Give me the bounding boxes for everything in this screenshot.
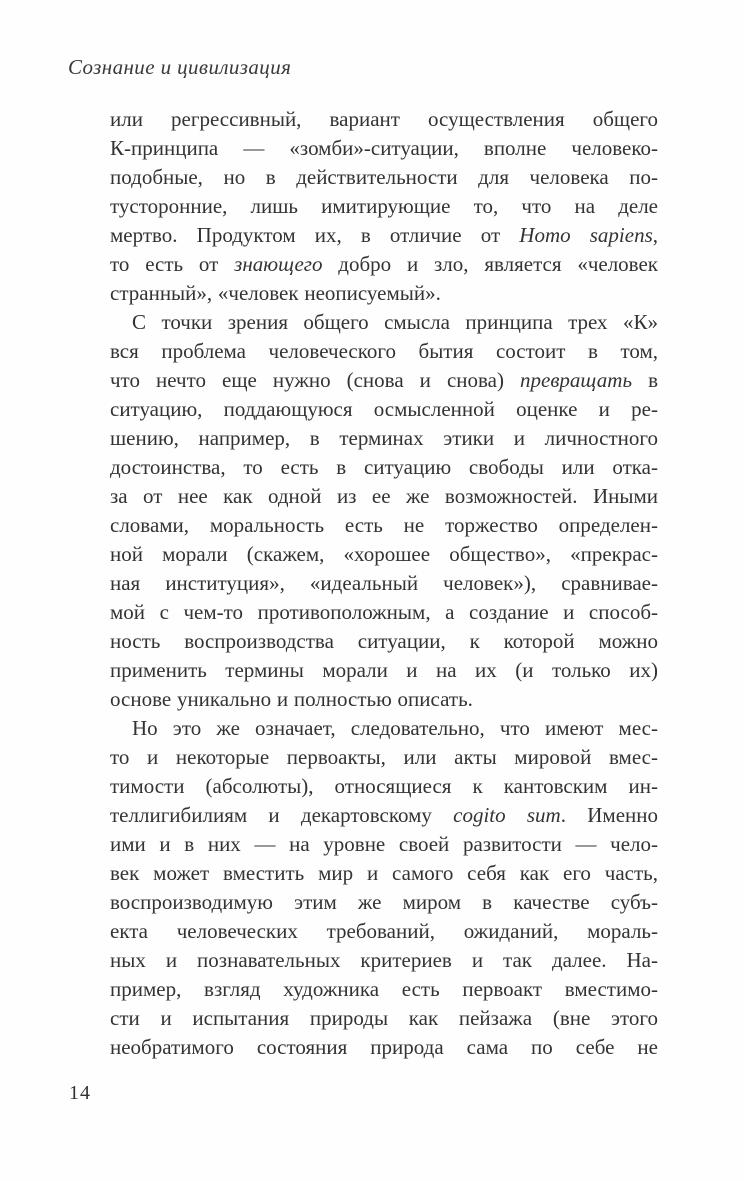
text-run: тимости (абсолюты), относящиеся к кантовским ин- [110,774,658,798]
text-run: что нечто еще нужно (снова и снова) [110,368,520,392]
text-line [110,743,658,772]
text-run: за от нее как одной из ее же возможностей. Иными [110,484,658,508]
text-line [110,279,658,308]
text-line [110,772,658,801]
text-run: воспроизводимую этим же миром в качестве субъ- [110,890,658,914]
text-line [110,685,658,714]
text-run: мертво. Продуктом их, в отличие от [110,223,520,247]
text-line [110,569,658,598]
text-run: добро и зло, является «человек [322,252,658,276]
text-line [110,1033,658,1062]
text-line [110,221,658,250]
text-line [110,627,658,656]
text-run: пример, взгляд художника есть первоакт вместимо- [110,977,658,1001]
text-line [110,250,658,279]
page-body [110,105,658,1062]
text-line [110,946,658,975]
text-run: тусторонние, лишь имитирующие то, что на деле [110,194,658,218]
text-run: словами, моральность есть не торжество определен- [110,513,658,537]
text-line [110,366,658,395]
text-line [110,337,658,366]
text-run: ситуацию, поддающуюся осмысленной оценке и ре- [110,397,658,421]
text-line [110,163,658,192]
text-run: необратимого состояния природа сама по себе не [110,1035,658,1059]
text-line [110,105,658,134]
text-run: С точки зрения общего смысла принципа трех «К» [132,310,658,334]
text-line [110,859,658,888]
text-run: ная институция», «идеальный человек»), сравнивае- [110,571,658,595]
paragraph [110,105,658,308]
text-run: подобные, но в действительности для человека по- [110,165,658,189]
text-run: теллигибилиям и декартовскому [110,803,454,827]
text-run: ность воспроизводства ситуации, к которой можно [110,629,658,653]
text-run: шению, например, в терминах этики и личностного [110,426,658,450]
text-line [110,424,658,453]
text-line [110,482,658,511]
text-line [110,395,658,424]
italic-text-run: знающего [234,252,323,276]
text-run: или регрессивный, вариант осуществления общего [110,107,658,131]
italic-text-run: Homo sapiens [519,223,653,247]
page-number: 14 [69,1082,91,1104]
italic-text-run: превращать [520,368,633,392]
text-run: применить термины морали и на их (и только их) [110,658,658,682]
text-line [110,453,658,482]
paragraph [110,714,658,1062]
text-run: мой с чем-то противоположным, а создание и способ- [110,600,658,624]
text-run: вся проблема человеческого бытия состоит в том, [110,339,658,363]
text-line [110,975,658,1004]
text-line [110,511,658,540]
text-run: странный», «человек неописуемый». [110,281,441,305]
text-run: ной морали (скажем, «хорошее общество», «прекрас- [110,542,658,566]
text-line [110,598,658,627]
running-head: Сознание и цивилизация [68,55,292,79]
text-line [110,540,658,569]
text-run: в [632,368,658,392]
text-run: то есть от [110,252,235,276]
text-line [110,134,658,163]
text-run: основе уникально и полностью описать. [110,687,473,711]
text-run: Но это же означает, следовательно, что имеют мес- [132,716,658,740]
italic-text-run: cogito sum [453,803,561,827]
text-run: . Именно [560,803,658,827]
text-run: достоинства, то есть в ситуацию свободы или отка- [110,455,658,479]
paragraph [110,308,658,714]
text-run: К-принципа — «зомби»-ситуации, вполне человеко- [110,136,658,160]
text-line [110,830,658,859]
text-run: то и некоторые первоакты, или акты мировой вмес- [110,745,658,769]
text-run: ими и в них — на уровне своей развитости — чело- [110,832,658,856]
text-run: сти и испытания природы как пейзажа (вне этого [110,1006,658,1030]
text-line [110,308,658,337]
text-line [110,1004,658,1033]
text-run: екта человеческих требований, ожиданий, мораль- [110,919,658,943]
text-line [110,192,658,221]
text-line [110,917,658,946]
text-line [110,714,658,743]
text-run: век может вместить мир и самого себя как его часть, [110,861,658,885]
text-line [110,801,658,830]
text-line [110,656,658,685]
text-run: ных и познавательных критериев и так далее. На- [110,948,658,972]
text-run: , [652,223,658,247]
text-line [110,888,658,917]
